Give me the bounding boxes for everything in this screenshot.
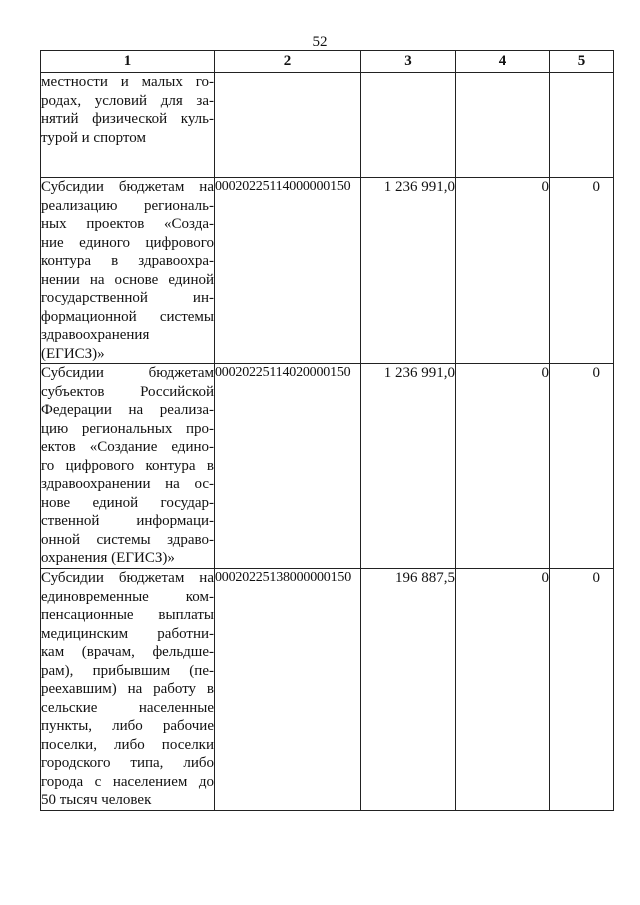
indicator-name-cell	[41, 178, 215, 364]
name-line: контура в здравоохра-	[41, 253, 214, 269]
budget-table	[40, 50, 614, 811]
amount-col4-cell: 0	[456, 569, 550, 811]
name-line: 50 тысяч человек	[41, 792, 152, 808]
continuation-col3-cell	[361, 73, 456, 178]
name-line: города с населением до	[41, 773, 214, 790]
budget-code-cell: 00020225114020000150	[215, 364, 361, 569]
name-line: Субсидии бюджетам на	[41, 570, 214, 586]
column-header-4: 4	[456, 51, 550, 73]
name-line: ектов «Создание едино-	[41, 439, 214, 455]
name-line: субъектов Российской	[41, 383, 214, 400]
indicator-name-cell	[41, 569, 215, 811]
amount-col4-cell: 0	[456, 364, 550, 569]
name-line: рам), прибывшим (пе-	[41, 662, 214, 679]
name-line: сельские населенные	[41, 699, 214, 716]
name-line: здравоохранения	[41, 327, 150, 343]
name-line: здравоохранении на ос-	[41, 476, 214, 492]
name-line: пункты, либо рабочие	[41, 718, 214, 734]
amount-col5-cell: 0	[550, 178, 614, 364]
table-row	[41, 178, 614, 364]
name-line: Субсидии бюджетам	[41, 365, 214, 381]
name-line: медицинским работни-	[41, 625, 214, 642]
amount-col4-cell: 0	[456, 178, 550, 364]
continuation-name-cell	[41, 73, 215, 178]
name-line: цию региональных про-	[41, 420, 214, 437]
name-line: охранения (ЕГИСЗ)»	[41, 550, 175, 566]
name-line: ных проектов «Созда-	[41, 216, 214, 232]
name-line: городского типа, либо	[41, 755, 214, 771]
name-line: пенсационные выплаты	[41, 607, 214, 623]
amount-col5-cell: 0	[550, 569, 614, 811]
amount-col3-cell: 196 887,5	[361, 569, 456, 811]
amount-col5-cell: 0	[550, 364, 614, 569]
column-header-1: 1	[41, 51, 215, 73]
name-line: ственной информаци-	[41, 513, 214, 529]
name-line: родах, условий для за-	[41, 92, 214, 109]
continuation-col5-cell	[550, 73, 614, 178]
page-number: 52	[312, 34, 328, 50]
amount-col3-cell: 1 236 991,0	[361, 178, 456, 364]
name-line: реализацию региональ-	[41, 197, 214, 214]
name-line: государственной ин-	[41, 290, 214, 306]
table-row-continuation	[41, 73, 614, 178]
name-line: го цифрового контура в	[41, 457, 214, 474]
name-line: Федерации на реализа-	[41, 402, 214, 418]
column-header-5: 5	[550, 51, 614, 73]
name-line: Субсидии бюджетам на	[41, 179, 214, 195]
budget-code-cell: 00020225114000000150	[215, 178, 361, 364]
column-header-2: 2	[215, 51, 361, 73]
table-row	[41, 364, 614, 569]
name-line: местности и малых го-	[41, 74, 214, 90]
name-line: онной системы здраво-	[41, 531, 214, 548]
name-line: единовременные ком-	[41, 588, 214, 605]
indicator-name-cell	[41, 364, 215, 569]
name-line: (ЕГИСЗ)»	[41, 345, 105, 362]
name-line: нове единой государ-	[41, 494, 214, 511]
continuation-col4-cell	[456, 73, 550, 178]
column-header-3: 3	[361, 51, 456, 73]
continuation-code-cell	[215, 73, 361, 178]
amount-col3-cell: 1 236 991,0	[361, 364, 456, 569]
budget-code-cell: 00020225138000000150	[215, 569, 361, 811]
name-line: формационной системы	[41, 308, 214, 325]
name-line: реехавшим) на работу в	[41, 681, 214, 697]
name-line: кам (врачам, фельдше-	[41, 644, 214, 660]
name-line: поселки, либо поселки	[41, 736, 214, 753]
table-header-row	[41, 51, 614, 73]
table-row	[41, 569, 614, 811]
name-line: ние единого цифрового	[41, 234, 214, 251]
name-line: нении на основе единой	[41, 271, 214, 288]
name-line: нятий физической куль-	[41, 111, 214, 127]
name-line: турой и спортом	[41, 129, 146, 146]
